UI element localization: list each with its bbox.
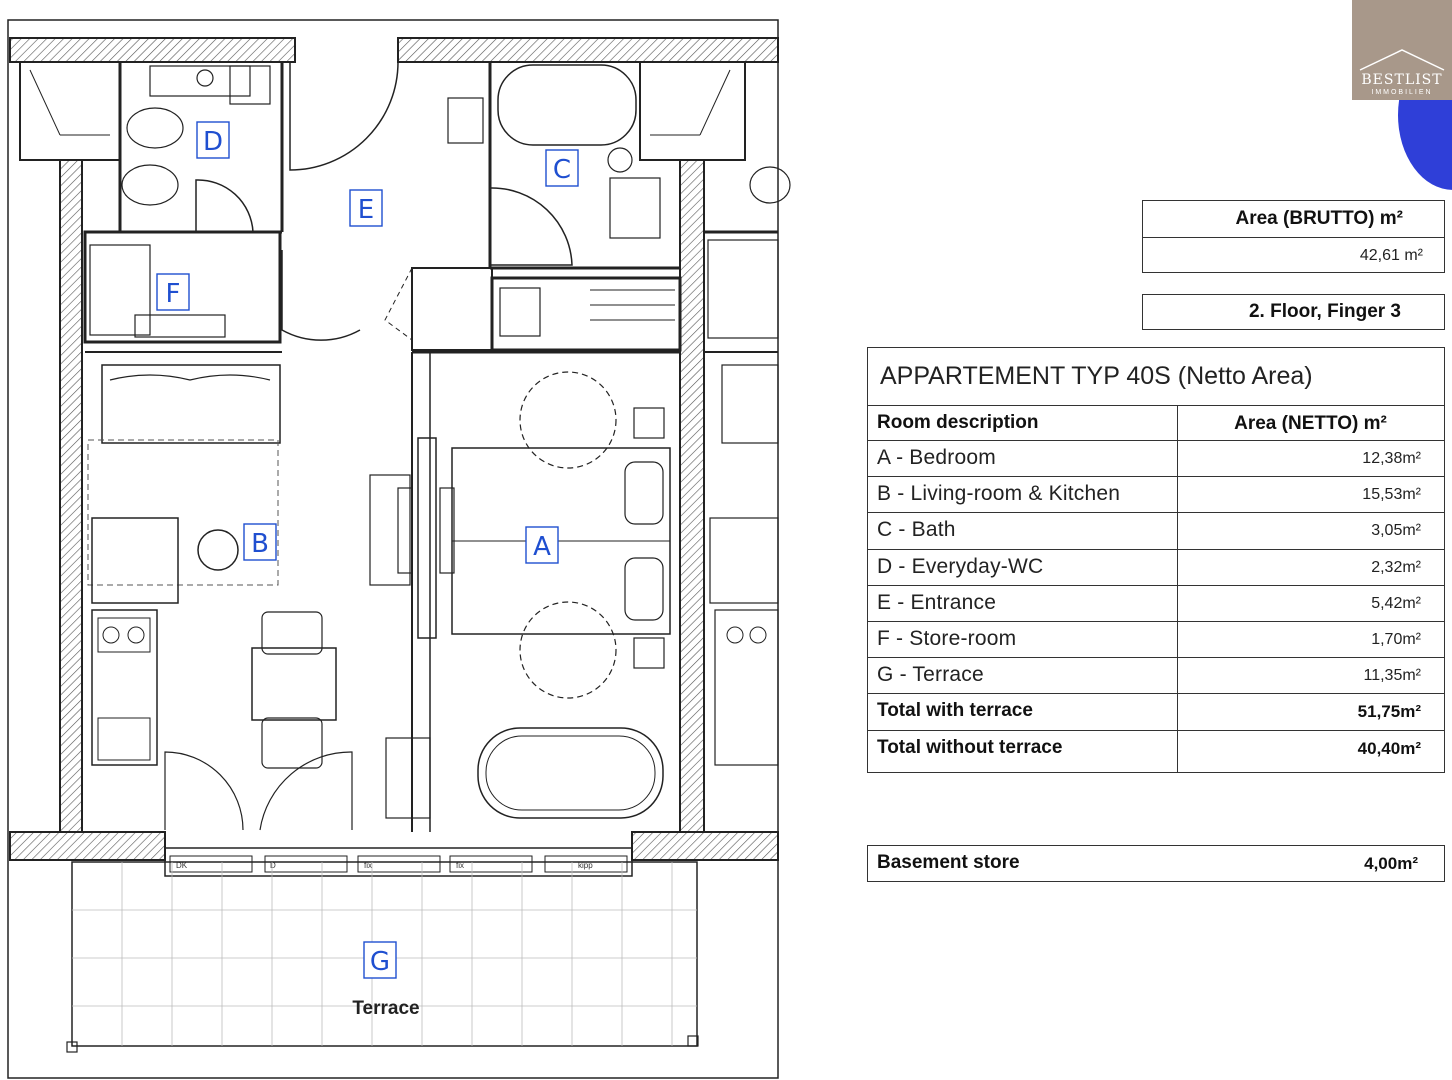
window-label: fix <box>364 861 372 870</box>
svg-text:E: E <box>357 195 375 225</box>
room-row-label: E - Entrance <box>877 590 997 614</box>
window-label: kipp <box>578 861 593 870</box>
entrance-door <box>290 62 398 170</box>
floor-label: 2. Floor, Finger 3 <box>1248 301 1401 322</box>
svg-text:D: D <box>202 127 224 157</box>
column-left <box>20 62 120 160</box>
column-right <box>640 62 745 160</box>
terrace-label: Terrace <box>352 998 420 1019</box>
room-row-label: D - Everyday-WC <box>877 554 1044 578</box>
roof-icon <box>1352 40 1452 72</box>
wall-left <box>60 160 82 832</box>
window-label: D <box>270 861 276 870</box>
room-label-a <box>526 527 558 563</box>
wall-top-left <box>10 38 295 62</box>
logo-name: BESTLIST <box>1361 72 1443 88</box>
room-row-label: C - Bath <box>877 518 956 542</box>
basement-value: 4,00m² <box>1364 854 1418 873</box>
svg-text:F: F <box>165 279 181 309</box>
sliding-partition <box>418 438 436 638</box>
room-label-g <box>364 942 396 978</box>
total-row-label: Total without terrace <box>877 736 1063 758</box>
dining-table <box>252 648 336 720</box>
svg-text:G: G <box>369 947 391 977</box>
window-label: fix <box>456 861 464 870</box>
coffee-table <box>198 530 238 570</box>
brutto-value: 42,61 m² <box>1359 247 1423 264</box>
room-label-f <box>157 274 189 310</box>
total-row-value: 40,40m² <box>1357 738 1421 758</box>
room-label-c <box>546 150 578 186</box>
bathtub <box>478 728 663 818</box>
room-row-area: 2,32m² <box>1371 558 1421 576</box>
brutto-header: Area (BRUTTO) m² <box>1235 208 1403 229</box>
wall-bottom-right <box>632 832 778 860</box>
svg-text:A: A <box>533 532 551 562</box>
room-row-area: 5,42m² <box>1371 594 1421 612</box>
wall-bottom-left <box>10 832 165 860</box>
window-label: DK <box>176 861 188 870</box>
room-row-area: 3,05m² <box>1371 522 1421 540</box>
room-label-d <box>197 122 229 158</box>
bestlist-logo <box>1352 0 1452 100</box>
wardrobe-block <box>412 268 492 350</box>
netto-area-table <box>867 347 1445 773</box>
col-room-header: Room description <box>877 412 1039 433</box>
room-row-area: 1,70m² <box>1371 631 1421 648</box>
room-row-label: G - Terrace <box>877 663 984 687</box>
room-row-label: B - Living-room & Kitchen <box>877 482 1121 506</box>
room-row-area: 15,53m² <box>1362 486 1421 504</box>
basement-box <box>867 845 1445 882</box>
svg-text:B: B <box>251 529 269 559</box>
room-row-label: F - Store-room <box>877 627 1017 650</box>
total-row-label: Total with terrace <box>877 700 1033 722</box>
closet-block <box>492 278 680 350</box>
total-row-value: 51,75m² <box>1357 702 1421 722</box>
logo-subtitle: IMMOBILIEN <box>1371 89 1433 96</box>
room-label-e <box>350 190 382 226</box>
col-area-header: Area (NETTO) m² <box>1234 413 1387 434</box>
basement-label: Basement store <box>877 852 1020 873</box>
wall-top-right <box>398 38 778 62</box>
netto-title: APPARTEMENT TYP 40S (Netto Area) <box>880 362 1313 390</box>
room-row-label: A - Bedroom <box>877 446 996 469</box>
floor-box <box>1142 294 1445 330</box>
wall-right <box>680 160 704 832</box>
svg-text:C: C <box>552 155 572 185</box>
room-row-area: 12,38m² <box>1362 450 1421 467</box>
room-row-area: 11,35m² <box>1363 667 1421 685</box>
room-label-b <box>244 524 276 560</box>
brutto-area-box <box>1142 200 1445 273</box>
armchair <box>92 518 178 603</box>
